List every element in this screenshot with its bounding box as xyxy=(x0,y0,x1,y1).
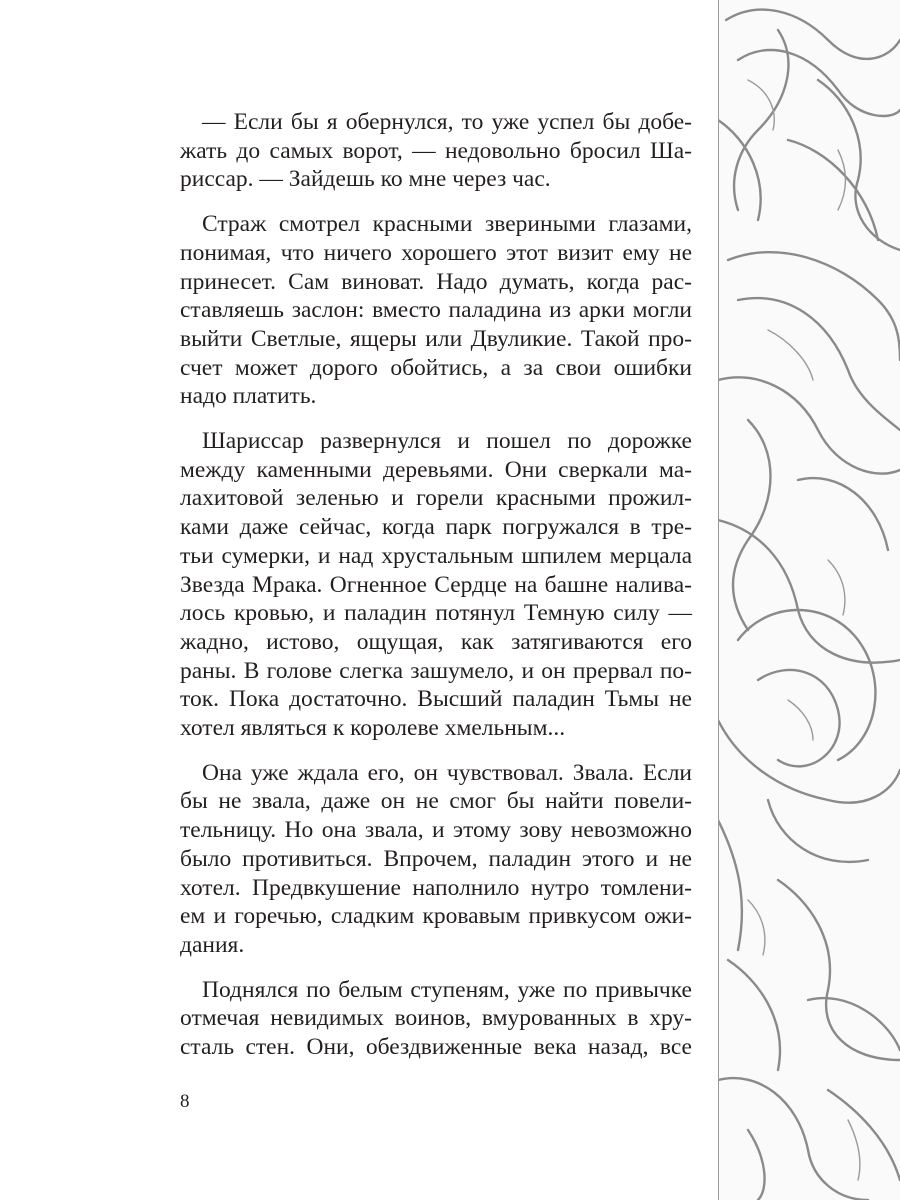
text-line: лахитовой зеленью и горели красными прожил- xyxy=(180,485,692,512)
text-line: риссар. — Зайдешь ко мне через час. xyxy=(180,166,551,193)
text-line: ток. Пока достаточно. Высший паладин Тьмы не xyxy=(180,686,692,713)
text-line: ставляешь заслон: вместо паладина из арки могли xyxy=(180,297,692,324)
text-line: хотел являться к королеве хмельным... xyxy=(180,715,566,742)
text-line: между каменными деревьями. Они сверкали ма- xyxy=(180,456,692,483)
text-line: — Если бы я обернулся, то уже успел бы добе- xyxy=(202,109,692,135)
text-line: ем и горечью, сладким кровавым привкусом ожи- xyxy=(180,903,692,930)
page-number: 8 xyxy=(180,1091,190,1112)
text-line: было противиться. Впрочем, паладин этого и не xyxy=(180,845,692,872)
text-line: дания. xyxy=(180,931,245,958)
paragraph xyxy=(180,976,692,1062)
paragraph xyxy=(180,427,692,743)
text-line: понимая, что ничего хорошего этот визит ему не xyxy=(180,239,692,266)
text-line: тьи сумерки, и над хрустальным шпилем мерцала xyxy=(180,542,692,569)
text-line: Страж смотрел красными звериными глазами, xyxy=(202,211,692,238)
text-line: ками даже сейчас, когда парк погружался в тре- xyxy=(180,514,692,541)
text-line: лось кровью, и паладин потянул Темную силу — xyxy=(180,600,692,627)
text-line: Она уже ждала его, он чувствовал. Звала. Если xyxy=(202,759,692,786)
text-line: раны. В голове слегка зашумело, и он прервал по- xyxy=(180,657,692,684)
text-line: хотел. Предвкушение наполнило нутро томлени- xyxy=(180,874,692,901)
paragraph xyxy=(180,108,692,194)
text-line: Звезда Мрака. Огненное Сердце на башне налива- xyxy=(180,571,692,598)
text-line: выйти Светлые, ящеры или Двуликие. Такой про- xyxy=(180,325,692,352)
text-line: сталь стен. Они, обездвиженные века назад, все xyxy=(180,1034,692,1061)
text-line: тельницу. Но она звала, и этому зову невозможно xyxy=(180,817,692,844)
text-line: бы не звала, даже он не смог бы найти повели- xyxy=(180,788,692,815)
body-text xyxy=(180,108,692,1078)
text-line: отмечая невидимых воинов, вмурованных в хру- xyxy=(180,1005,692,1032)
text-line: Шариссар развернулся и пошел по дорожке xyxy=(202,428,692,455)
text-line: надо платить. xyxy=(180,383,317,410)
text-line: жадно, истово, ощущая, как затягиваются его xyxy=(180,628,692,655)
paragraph xyxy=(180,210,692,411)
text-line: принесет. Сам виноват. Надо думать, когда рас- xyxy=(180,268,692,295)
text-line: Поднялся по белым ступеням, уже по привычке xyxy=(202,976,692,1003)
paragraph xyxy=(180,759,692,960)
floral-border-icon xyxy=(718,0,900,1200)
text-line: жать до самых ворот, — недовольно бросил Ша- xyxy=(180,137,692,164)
text-line: счет может дорого обойтись, а за свои ошибки xyxy=(180,354,692,381)
